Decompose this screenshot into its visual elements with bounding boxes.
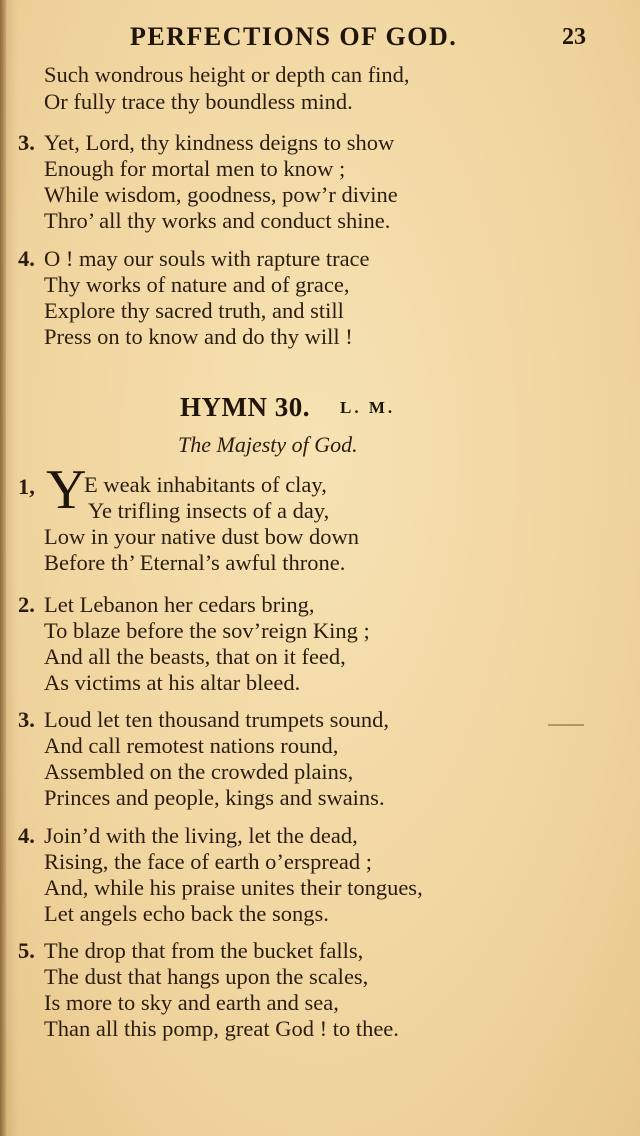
margin-mark (548, 724, 584, 726)
verse-line: Let angels echo back the songs. (44, 901, 329, 926)
verse-number: 3. (18, 707, 35, 732)
verse-line: Loud let ten thousand trumpets sound, (44, 707, 389, 732)
verse-number: 3. (18, 130, 35, 155)
hymn-title: HYMN 30. (180, 392, 310, 422)
verse-line: Enough for mortal men to know ; (44, 156, 346, 181)
verse-line: As victims at his altar bleed. (44, 670, 301, 695)
page-spine-edge (0, 0, 6, 1136)
verse-line: Rising, the face of earth o’erspread ; (44, 849, 372, 874)
verse-line: Join’d with the living, let the dead, (44, 823, 358, 848)
verse-line: Explore thy sacred truth, and still (44, 298, 344, 323)
verse-line: The drop that from the bucket falls, (44, 938, 364, 963)
verse-line: Is more to sky and earth and sea, (44, 990, 339, 1015)
verse-line: Let Lebanon her cedars bring, (44, 592, 315, 617)
verse-line: The dust that hangs upon the scales, (44, 964, 369, 989)
verse-line: Thro’ all thy works and conduct shine. (44, 208, 391, 233)
verse-line: Yet, Lord, thy kindness deigns to show (44, 130, 395, 155)
verse-line: Thy works of nature and of grace, (44, 272, 350, 297)
carryover-line: Or fully trace thy boundless mind. (44, 89, 353, 114)
page-number: 23 (562, 24, 586, 50)
verse-line: To blaze before the sov’reign King ; (44, 618, 370, 643)
verse-line: Before th’ Eternal’s awful throne. (44, 550, 346, 575)
verse-line: And all the beasts, that on it feed, (44, 644, 346, 669)
verse-number: 1, (18, 474, 35, 499)
verse-line: E weak inhabitants of clay, (84, 472, 327, 497)
verse-number: 2. (18, 592, 35, 617)
verse-number: 5. (18, 938, 35, 963)
verse-number: 4. (18, 823, 35, 848)
verse-line: O ! may our souls with rapture trace (44, 246, 370, 271)
verse-line: While wisdom, goodness, pow’r divine (44, 182, 398, 207)
verse-line: And, while his praise unites their tongues, (44, 875, 423, 900)
verse-number: 4. (18, 246, 35, 271)
verse-line: Low in your native dust bow down (44, 524, 359, 549)
running-title: PERFECTIONS OF GOD. (130, 22, 458, 51)
verse-line: Assembled on the crowded plains, (44, 759, 354, 784)
hymn-subtitle: The Majesty of God. (178, 432, 358, 457)
carryover-line: Such wondrous height or depth can find, (44, 62, 410, 87)
verse-line: Press on to know and do thy will ! (44, 324, 353, 349)
verse-line: Ye trifling insects of a day, (88, 498, 330, 523)
verse-line: Princes and people, kings and swains. (44, 785, 385, 810)
verse-line: And call remotest nations round, (44, 733, 339, 758)
hymn-meter: L. M. (340, 398, 396, 417)
verse-line: Than all this pomp, great God ! to thee. (44, 1016, 399, 1041)
drop-cap: Y (46, 459, 87, 521)
